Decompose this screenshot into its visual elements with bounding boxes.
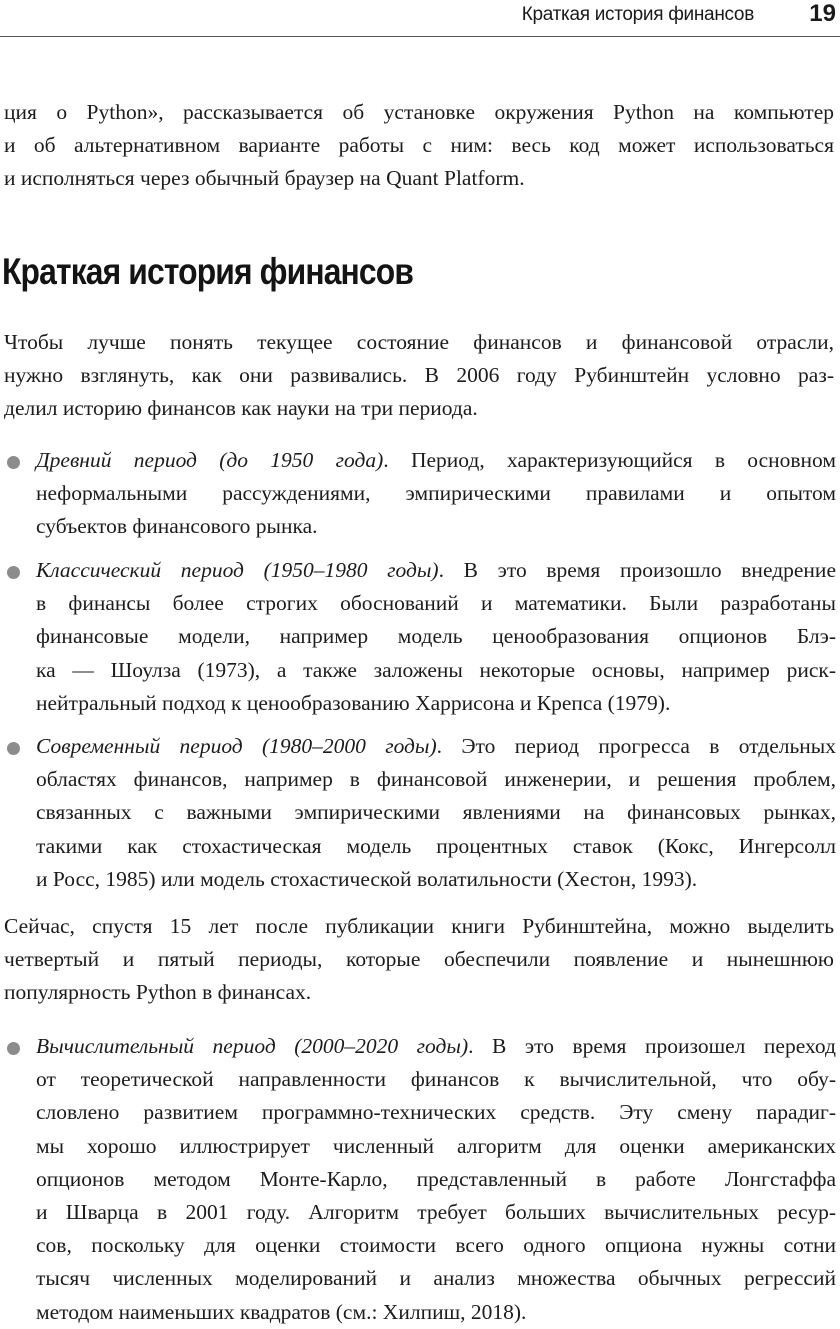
bullet-first-line: . Период, характеризующийся в основном (383, 448, 836, 472)
bullet-text (36, 1030, 836, 1329)
bullet-dot-icon (7, 456, 20, 469)
bullet-line: тысяч численных моделирований и анализ множества обычных регрессий (36, 1266, 836, 1291)
bullet-line: опционов методом Монте-Карло, представленный в работе Лонгстаффа (36, 1166, 836, 1191)
intro-line: ция о Python», рассказывается об установке окружения Python на компьютер (4, 100, 834, 124)
bullet-line: от теоретической направленности финансов к вычислительной, что обу- (36, 1067, 836, 1092)
paragraph-line: четвертый и пятый периоды, которые обеспечили появление и нынешнюю (4, 947, 834, 972)
bullet-first-line: . В это время произошло внедрение (438, 558, 836, 582)
bullet-line: ка — Шоулза (1973), а также заложены некоторые основы, например риск- (36, 657, 836, 682)
bullet-line: и Шварца в 2001 году. Алгоритм требует больших вычислительных ресур- (36, 1200, 836, 1225)
bullet-term: Современный период (1980–2000 годы) (36, 734, 437, 758)
bullet-dot-icon (7, 1042, 20, 1055)
bullet-line: связанных с важными эмпирическими явлениями на финансовых рынках, (36, 800, 836, 825)
bullet-first-line: . В это время произошел переход (468, 1034, 836, 1058)
bullet-line: методом наименьших квадратов (см.: Хилпиш, 2018). (36, 1299, 527, 1324)
bullet-line: неформальными рассуждениями, эмпирическими правилами и опытом (36, 481, 836, 506)
bullet-line: мы хорошо иллюстрирует численный алгоритм для оценки американских (36, 1133, 836, 1158)
bullet-line: субъектов финансового рынка. (36, 514, 318, 539)
bullet-line: и Росс, 1985) или модель стохастической волатильности (Хестон, 1993). (36, 866, 698, 891)
bullet-line: такими как стохастическая модель процентных ставок (Кокс, Ингерсолл (36, 833, 836, 858)
running-header-title: Краткая история финансов (521, 4, 754, 25)
paragraph-line: Чтобы лучше понять текущее состояние финансов и финансовой отрасли, (4, 330, 834, 354)
paragraph-line: популярность Python в финансах. (4, 980, 312, 1005)
intro-paragraph (4, 96, 834, 196)
bullet-line: финансовые модели, например модель ценообразования опционов Блэ- (36, 624, 836, 649)
bullet-text (36, 554, 836, 720)
bullet-line: словлено развитием программно-технических средств. Эту смену парадиг- (36, 1100, 836, 1125)
bullet-term: Классический период (1950–1980 годы) (36, 558, 439, 582)
paragraph-line: делил историю финансов как науки на три периода. (4, 396, 478, 421)
bullet-term: Древний период (до 1950 года) (36, 448, 384, 472)
running-header (0, 0, 840, 37)
bullet-dot-icon (7, 566, 20, 579)
paragraph-1 (4, 326, 834, 426)
page-number: 19 (809, 0, 836, 27)
bullet-line: в финансы более строгих обоснований и математики. Были разработаны (36, 591, 836, 616)
bullet-text (36, 444, 836, 544)
section-heading: Краткая история финансов (2, 251, 414, 292)
paragraph-2 (4, 910, 834, 1010)
paragraph-line: нужно взглянуть, как они развивались. В 2006 году Рубинштейн условно раз- (4, 363, 834, 388)
bullet-line: сов, поскольку для оценки стоимости всего одного опциона нужны сотни (36, 1233, 836, 1258)
intro-line: и исполняться через обычный браузер на Quant Platform. (4, 166, 525, 191)
bullet-dot-icon (7, 742, 20, 755)
bullet-term: Вычислительный период (2000–2020 годы) (36, 1034, 469, 1058)
intro-line: и об альтернативном варианте работы с ним: весь код может использоваться (4, 133, 834, 158)
paragraph-line: Сейчас, спустя 15 лет после публикации книги Рубинштейна, можно выделить (4, 914, 834, 938)
bullet-line: нейтральный подход к ценообразованию Харрисона и Крепса (1979). (36, 690, 671, 715)
bullet-line: областях финансов, например в финансовой инженерии, и решения проблем, (36, 767, 836, 792)
bullet-text (36, 730, 836, 896)
bullet-first-line: . Это период прогресса в отдельных (436, 734, 836, 758)
